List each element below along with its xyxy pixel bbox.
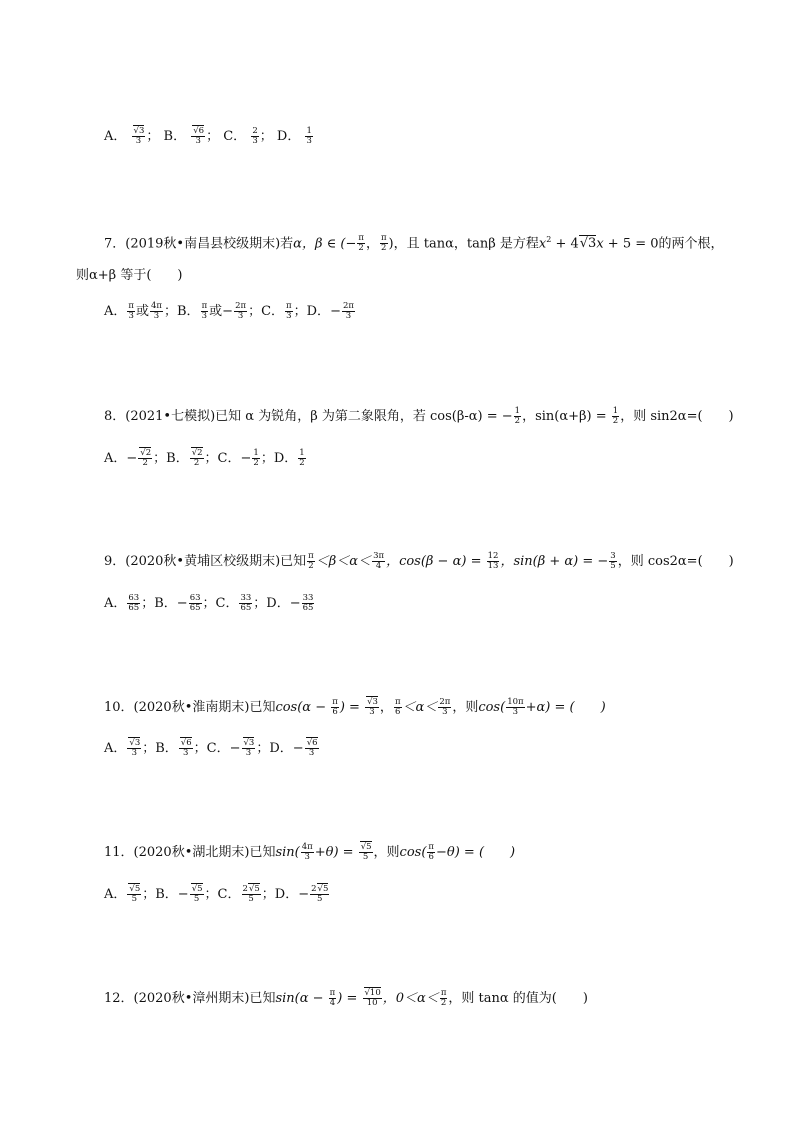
q9-answers — [104, 594, 315, 614]
den: 6 — [332, 707, 338, 717]
den: 10 — [366, 998, 378, 1008]
q12-eq: ) = — [337, 991, 362, 1006]
fraction — [372, 552, 385, 571]
q11-cos1: cos( — [399, 845, 427, 860]
q7-eq-end: + 5 = 0 — [603, 236, 659, 252]
option-label: ；B． — [142, 741, 178, 756]
q8-answers — [104, 449, 307, 469]
den: 13 — [487, 561, 499, 571]
option-label: ；D． — [260, 451, 298, 466]
fraction — [190, 449, 204, 468]
fraction — [239, 594, 252, 613]
num: π — [329, 988, 336, 998]
num: √ 3 — [366, 696, 378, 707]
minus: − — [229, 741, 241, 756]
option-label: ；B． — [141, 596, 177, 611]
option-label: ；C． — [193, 741, 230, 756]
den: 3 — [286, 311, 292, 321]
num: √ 5 — [317, 883, 329, 894]
den: 6 — [395, 707, 401, 717]
fraction — [127, 302, 135, 321]
fraction — [302, 594, 315, 613]
q12-prefix: 12．(2020秋•漳州期末)已知 — [104, 991, 276, 1006]
q8-mid: ，sin(α+β) = — [522, 409, 611, 424]
q10-comma: ， — [379, 700, 393, 715]
den: 5 — [248, 894, 254, 904]
fraction — [609, 552, 616, 571]
num: √ 6 — [180, 737, 192, 748]
fraction — [298, 449, 305, 468]
fraction — [427, 843, 435, 862]
q10-prefix: 10．(2020秋•淮南期末)已知 — [104, 700, 276, 715]
q7-eq-sq: 2 — [546, 235, 552, 244]
num: √ 5 — [248, 883, 260, 894]
den: 2 — [193, 458, 200, 468]
q11-then: ，则 — [373, 845, 400, 860]
num: 12 — [487, 551, 499, 561]
q7-minus: − — [345, 236, 357, 252]
fraction — [179, 739, 193, 758]
num: 2π — [439, 697, 451, 707]
fraction — [138, 449, 152, 468]
den: 2 — [440, 998, 447, 1008]
den: 3 — [128, 311, 134, 321]
num: √ 2 — [139, 447, 151, 458]
option-label: ；C． — [204, 887, 241, 902]
den: 2 — [308, 561, 314, 571]
q6-d-num: 1 — [306, 126, 312, 136]
minus: − — [240, 451, 252, 466]
option-label: ；D． — [293, 304, 331, 319]
q9-ineq: ＜β＜α＜ — [315, 554, 372, 569]
q6-option-b-fraction — [191, 127, 205, 146]
num: 3π — [373, 551, 385, 561]
fraction — [127, 739, 141, 758]
den: 4 — [375, 561, 382, 571]
num: 1 — [514, 406, 521, 416]
q6-option-c-fraction — [251, 127, 258, 146]
fraction — [307, 552, 315, 571]
fraction — [329, 989, 337, 1008]
option-label: A． — [104, 304, 127, 319]
fraction — [363, 989, 382, 1008]
q10-stem — [104, 698, 606, 718]
q10-cos2: cos( — [478, 700, 506, 715]
q6-c-den: 3 — [252, 136, 258, 146]
q7-beta-in: β ∈ ( — [314, 236, 346, 252]
option-label: ；B． — [153, 451, 189, 466]
den: 65 — [189, 603, 201, 613]
fraction — [438, 698, 451, 717]
den: 2 — [612, 416, 619, 426]
fraction — [201, 302, 209, 321]
q6-c-num: 2 — [252, 126, 258, 136]
num: 2π — [235, 301, 247, 311]
num: 1 — [612, 406, 619, 416]
q7-answers — [104, 302, 356, 322]
num: √ 5 — [128, 883, 140, 894]
q10-suffix: +α) = ( ) — [525, 700, 606, 715]
den: 2 — [299, 458, 305, 468]
den: 2 — [358, 243, 364, 254]
minus: − — [289, 596, 301, 611]
den: 3 — [345, 311, 352, 321]
q6-option-b-label: B． — [163, 129, 187, 144]
minus: − — [176, 596, 188, 611]
den: 5 — [193, 894, 200, 904]
den: 5 — [362, 852, 369, 862]
fraction — [331, 698, 339, 717]
fraction — [305, 739, 319, 758]
den: 5 — [317, 894, 323, 904]
den: 3 — [237, 311, 244, 321]
q6-a-num: √ 3 — [133, 125, 145, 136]
separator: ； — [146, 129, 160, 144]
num: 33 — [302, 593, 314, 603]
or: 或 — [135, 304, 149, 319]
q7-alpha: α， — [293, 236, 315, 252]
q7-eq-x: x — [538, 236, 547, 252]
den: 5 — [610, 561, 616, 571]
den: 4 — [329, 998, 336, 1008]
den: 2 — [253, 458, 259, 468]
separator: ； — [259, 129, 273, 144]
num: π — [358, 233, 364, 244]
den: 2 — [142, 458, 148, 468]
num: π — [428, 842, 434, 852]
option-label: A． — [104, 596, 127, 611]
fraction — [242, 885, 261, 904]
coef: 2 — [242, 884, 248, 894]
q6-b-den: 3 — [195, 136, 201, 146]
q9-stem — [104, 552, 734, 572]
q7-line2: 则α+β 等于( ) — [76, 268, 183, 283]
den: 65 — [302, 603, 314, 613]
minus: − — [298, 887, 310, 902]
den: 2 — [514, 416, 521, 426]
q8-stem — [104, 407, 734, 427]
fraction — [506, 698, 524, 717]
fraction — [150, 302, 163, 321]
separator: ； — [206, 129, 220, 144]
den: 5 — [131, 894, 138, 904]
q12-sin1: sin(α − — [275, 991, 328, 1006]
fraction — [252, 449, 259, 468]
minus: − — [330, 304, 341, 319]
q11-answers — [104, 885, 330, 905]
fraction — [359, 843, 373, 862]
fraction — [127, 594, 140, 613]
num: 63 — [128, 593, 140, 603]
num: π — [394, 697, 401, 707]
minus: − — [177, 887, 189, 902]
q7-frac-2 — [380, 234, 388, 253]
or: 或 — [209, 304, 223, 319]
q6-option-d-fraction — [305, 127, 312, 146]
q6-d-den: 3 — [306, 136, 312, 146]
q11-mid: +θ) = — [314, 845, 358, 860]
q10-then: ，则 — [452, 700, 479, 715]
q6-option-a-label: A． — [104, 129, 127, 144]
num: √ 5 — [360, 841, 372, 852]
minus: − — [126, 451, 138, 466]
q11-stem — [104, 843, 515, 863]
den: 3 — [304, 852, 310, 862]
q7-comma: ， — [365, 236, 379, 252]
den: 3 — [153, 311, 160, 321]
option-label: A． — [104, 887, 127, 902]
q10-ineq: ＜α＜ — [402, 700, 438, 715]
q9-sin-part: ，sin(β + α) = − — [500, 554, 609, 569]
minus: − — [292, 741, 304, 756]
den: 6 — [428, 852, 434, 862]
q6-option-d-label: D． — [276, 129, 301, 144]
q7-suffix: 的两个根， — [658, 236, 724, 252]
num: √ 3 — [243, 737, 255, 748]
fraction — [189, 594, 202, 613]
option-label: ；D． — [253, 596, 290, 611]
den: 3 — [512, 707, 519, 717]
q11-suffix: −θ) = ( ) — [436, 845, 516, 860]
num: √ 10 — [364, 987, 381, 998]
option-label: ；D． — [256, 741, 293, 756]
fraction — [487, 552, 500, 571]
fraction — [365, 698, 379, 717]
den: 3 — [131, 748, 138, 758]
fraction — [301, 843, 314, 862]
q7-frac-1 — [357, 234, 365, 253]
fraction — [514, 407, 521, 426]
q11-sin1: sin( — [275, 845, 300, 860]
option-label: ；C． — [202, 596, 239, 611]
q9-suffix: ，则 cos2α=( ) — [617, 554, 734, 569]
option-label: ；C． — [204, 451, 241, 466]
num: 4π — [151, 301, 162, 311]
option-label: A． — [104, 451, 127, 466]
fraction — [310, 885, 329, 904]
num: √ 5 — [191, 883, 203, 894]
q6-b-num: √ 6 — [192, 125, 204, 136]
q10-answers — [104, 739, 320, 759]
num: π — [332, 697, 338, 707]
fraction — [612, 407, 619, 426]
q7-eq-mid: + 4 — [551, 236, 579, 252]
q7-close: )，且 tanα，tanβ 是方程 — [388, 236, 539, 252]
num: π — [201, 301, 208, 311]
q10-eq: ) = — [339, 700, 365, 715]
fraction — [242, 739, 256, 758]
q6-option-a-fraction — [132, 127, 146, 146]
option-label: ；D． — [261, 887, 299, 902]
option-label: ；B． — [164, 304, 200, 319]
q9-prefix: 9．(2020秋•黄埔区校级期末)已知 — [104, 554, 307, 569]
num: 4π — [301, 842, 313, 852]
q11-prefix: 11．(2020秋•湖北期末)已知 — [104, 845, 276, 860]
fraction — [285, 302, 293, 321]
fraction — [342, 302, 355, 321]
den: 3 — [245, 748, 252, 758]
q7-stem — [104, 230, 724, 254]
num: √ 3 — [128, 737, 140, 748]
num: 1 — [299, 448, 305, 458]
num: √ 2 — [191, 447, 203, 458]
q6-answers — [104, 127, 314, 147]
fraction — [127, 885, 141, 904]
num: π — [380, 233, 387, 244]
num: 10π — [507, 697, 524, 707]
num: π — [308, 551, 314, 561]
num: π — [286, 301, 292, 311]
q6-a-den: 3 — [135, 136, 142, 146]
fraction — [394, 698, 402, 717]
num: π — [440, 988, 447, 998]
q9-cos-part: ，cos(β − α) = — [386, 554, 486, 569]
coef: 2 — [311, 884, 317, 894]
q12-stem — [104, 989, 588, 1009]
fraction — [440, 989, 448, 1008]
option-label: ；B． — [142, 887, 178, 902]
q6-option-c-label: C． — [223, 129, 247, 144]
q12-suffix: ，则 tanα 的值为( ) — [448, 991, 588, 1006]
num: 1 — [253, 448, 259, 458]
den: 3 — [442, 707, 448, 717]
den: 65 — [128, 603, 140, 613]
q10-cos1: cos(α − — [275, 700, 331, 715]
fraction — [190, 885, 204, 904]
minus: − — [222, 304, 234, 319]
q8-prefix: 8．(2021•七模拟)已知 α 为锐角，β 为第二象限角，若 cos(β-α) = − — [104, 409, 513, 424]
option-label: ；C． — [248, 304, 285, 319]
num: 63 — [189, 593, 201, 603]
num: √ 6 — [306, 737, 318, 748]
num: 3 — [610, 551, 616, 561]
fraction — [234, 302, 247, 321]
q7-eq-x2: x — [596, 236, 604, 252]
q8-suffix: ，则 sin2α=( ) — [620, 409, 734, 424]
den: 3 — [369, 707, 375, 717]
den: 65 — [240, 603, 252, 613]
num: 33 — [240, 593, 252, 603]
q7-eq-root: √ 3 — [579, 235, 597, 251]
option-label: A． — [104, 741, 127, 756]
q7-prefix: 7．(2019秋•南昌县校级期末)若 — [104, 236, 294, 252]
den: 3 — [201, 311, 208, 321]
den: 3 — [308, 748, 315, 758]
num: π — [128, 301, 134, 311]
den: 3 — [183, 748, 189, 758]
q12-mid: ，0＜α＜ — [382, 991, 439, 1006]
num: 2π — [342, 301, 354, 311]
den: 2 — [381, 243, 387, 254]
